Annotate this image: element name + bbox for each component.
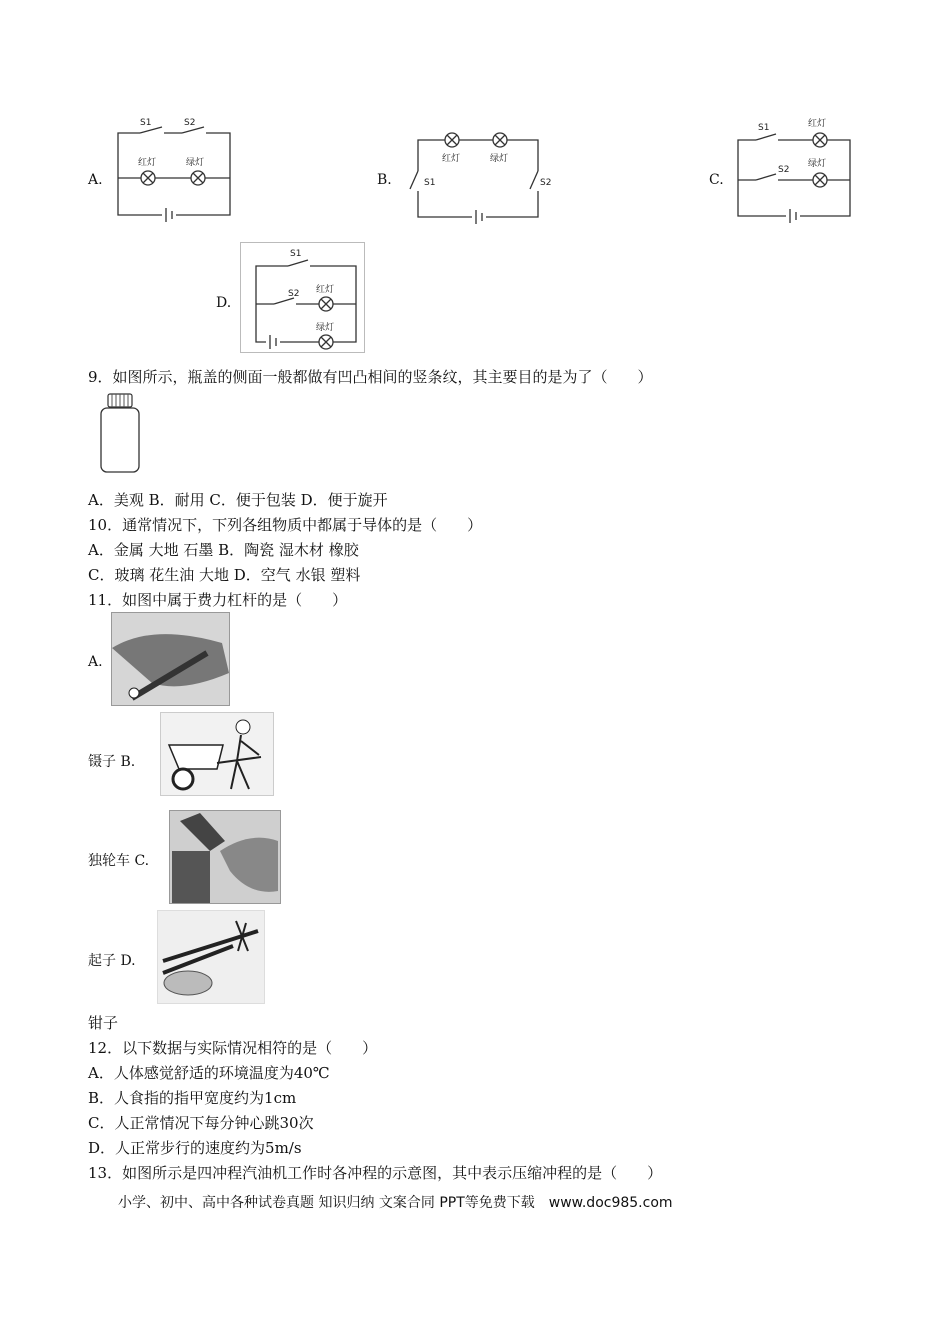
svg-text:绿灯: 绿灯 <box>186 158 205 168</box>
option-b-label: 镊子 B. <box>88 754 136 770</box>
wheelbarrow-figure <box>160 712 274 796</box>
bottle-figure <box>98 393 142 475</box>
option-c-label: 独轮车 C. <box>88 853 150 869</box>
svg-text:S2: S2 <box>540 178 552 188</box>
option-b-label: B. <box>377 172 392 188</box>
question-9-stem: 9．如图所示，瓶盖的侧面一般都做有凹凸相间的竖条纹，其主要目的是为了（ ） <box>88 368 653 386</box>
svg-text:S2: S2 <box>288 289 300 299</box>
svg-text:S2: S2 <box>778 165 790 175</box>
svg-text:S2: S2 <box>184 118 196 128</box>
svg-text:红灯: 红灯 <box>442 154 461 164</box>
pliers-photo <box>157 910 265 1004</box>
option-d-label: 起子 D. <box>88 953 136 969</box>
svg-text:绿灯: 绿灯 <box>490 154 509 164</box>
question-10-stem: 10．通常情况下，下列各组物质中都属于导体的是（ ） <box>88 516 483 534</box>
question-13-stem: 13．如图所示是四冲程汽油机工作时各冲程的示意图，其中表示压缩冲程的是（ ） <box>88 1164 663 1182</box>
option-c-label: C. <box>709 172 724 188</box>
page-footer: 小学、初中、高中各种试卷真题 知识归纳 文案合同 PPT等免费下载 www.doc985.com <box>118 1195 673 1211</box>
svg-text:红灯: 红灯 <box>138 158 157 168</box>
option-a-label: A. <box>88 654 103 670</box>
svg-text:红灯: 红灯 <box>316 285 335 295</box>
bottle-opener-photo <box>169 810 281 904</box>
svg-text:S1: S1 <box>290 249 302 259</box>
circuit-diagram-a <box>110 115 240 223</box>
circuit-diagram-c <box>730 112 860 224</box>
option-a-label: A. <box>88 172 103 188</box>
circuit-diagram-b <box>400 125 555 225</box>
question-12-option-a: A．人体感觉舒适的环境温度为40℃ <box>88 1064 330 1082</box>
svg-text:S1: S1 <box>758 123 770 133</box>
svg-text:绿灯: 绿灯 <box>316 323 335 333</box>
svg-text:S1: S1 <box>140 118 152 128</box>
question-12-option-c: C．人正常情况下每分钟心跳30次 <box>88 1114 314 1132</box>
question-12-option-d: D．人正常步行的速度约为5m/s <box>88 1139 302 1157</box>
circuit-diagram-d <box>240 242 366 354</box>
question-10-options-line2: C．玻璃 花生油 大地 D．空气 水银 塑料 <box>88 566 361 584</box>
svg-text:红灯: 红灯 <box>808 119 827 129</box>
question-11-last-caption: 钳子 <box>88 1014 119 1032</box>
question-9-options: A．美观 B．耐用 C．便于包装 D．便于旋开 <box>88 491 388 509</box>
tweezers-photo <box>111 612 230 706</box>
question-11-stem: 11．如图中属于费力杠杆的是（ ） <box>88 591 348 609</box>
option-d-label: D. <box>216 295 232 311</box>
question-12-option-b: B．人食指的指甲宽度约为1cm <box>88 1089 297 1107</box>
question-12-stem: 12．以下数据与实际情况相符的是（ ） <box>88 1039 378 1057</box>
question-10-options-line1: A．金属 大地 石墨 B．陶瓷 湿木材 橡胶 <box>88 541 359 559</box>
svg-text:绿灯: 绿灯 <box>808 159 827 169</box>
svg-text:S1: S1 <box>424 178 436 188</box>
